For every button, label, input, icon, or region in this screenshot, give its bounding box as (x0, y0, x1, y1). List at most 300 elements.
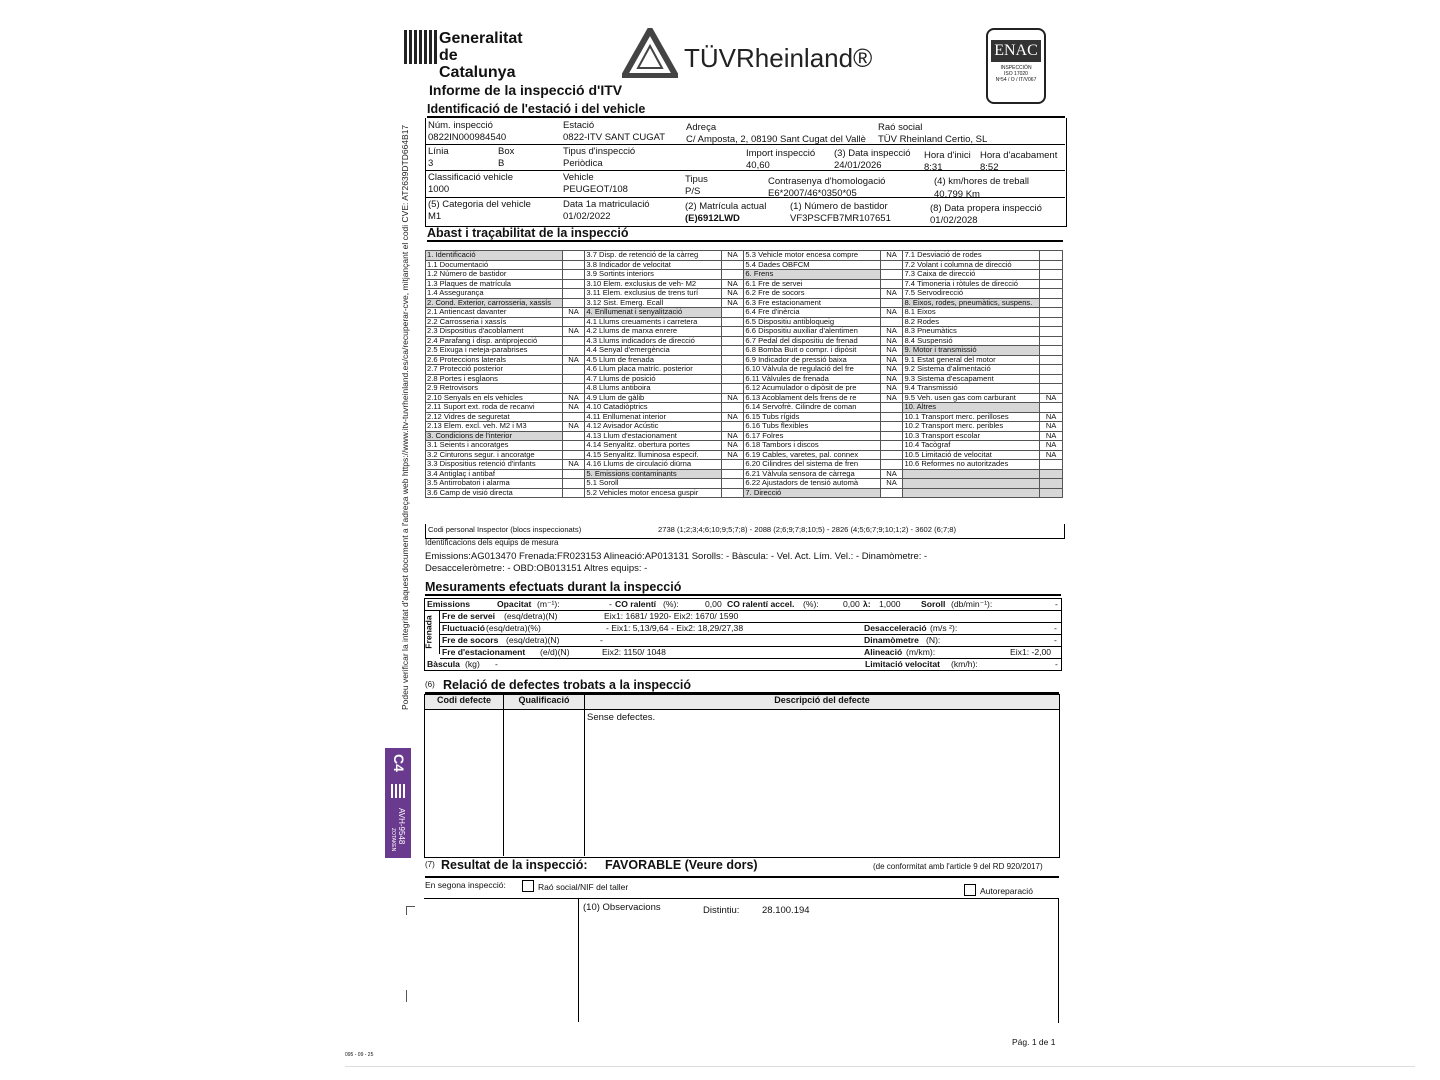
abast-item: 6.12 Acumulador o dipòsit de pre (744, 384, 880, 394)
abast-item: 4.16 Llums de circulació diürna (585, 460, 721, 470)
soroll-label: Soroll (921, 599, 946, 609)
adreca-value: C/ Amposta, 2, 08190 Sant Cugat del Vallè (686, 134, 866, 145)
abast-row (426, 479, 1063, 489)
abast-item: 6.4 Fre d'inèrcia (744, 308, 880, 318)
abast-na (1040, 355, 1063, 365)
abast-row (426, 298, 1063, 308)
abast-na: NA (1040, 431, 1063, 441)
abast-item: 6.7 Pedal del dispositiu de frenad (744, 336, 880, 346)
fre-socors-row (440, 635, 1061, 647)
abast-item: 1. Identificació (426, 251, 563, 261)
sticker-small: ZOTAKEN (390, 828, 396, 852)
abast-na (1040, 469, 1063, 479)
abast-section-title: Abast i traçabilitat de la inspecció (427, 226, 1063, 242)
abast-na: NA (562, 355, 585, 365)
sticker-label: C4 (391, 754, 407, 772)
opacitat-unit: (m⁻¹): (537, 599, 560, 609)
limitacio-value: - (1055, 659, 1058, 669)
page-number: Pág. 1 de 1 (1012, 1037, 1056, 1047)
abast-na (562, 384, 585, 394)
propera-value: 01/02/2028 (930, 215, 978, 226)
observacions-box (424, 898, 1059, 1023)
abast-na (721, 346, 744, 356)
abast-na (1040, 298, 1063, 308)
abast-na (880, 460, 903, 470)
abast-na (880, 488, 903, 498)
abast-na: NA (880, 336, 903, 346)
result-num: (7) (425, 860, 435, 869)
abast-item: 3.4 Antiglaç i antibaf (426, 469, 563, 479)
bascula-label: Bàscula (427, 659, 460, 669)
abast-na (880, 431, 903, 441)
abast-item: 10.6 Reformes no autoritzades (903, 460, 1040, 470)
abast-item: 3.10 Elem. exclusius de veh- M2 (585, 279, 721, 289)
dinamometre-label: Dinamòmetre (864, 635, 919, 645)
co-ralenti-label: CO ralentí (615, 599, 657, 609)
segona-label: En segona inspecció: (425, 880, 506, 890)
abast-na (1040, 270, 1063, 280)
abast-na (721, 270, 744, 280)
abast-na: NA (721, 279, 744, 289)
hora-inici-value: 8:31 (924, 162, 943, 173)
mesures-section-title: Mesuraments efectuats durant la inspecció (425, 580, 1061, 596)
lambda-value: 1,000 (879, 599, 901, 609)
codi-value: 2738 (1;2;3;4;6;10;9;5;7;8) - 2088 (2;6;9;7;8;10;5) - 2826 (4;5;6;7;9;10;1;2) - 3602 (6;7;8) (658, 525, 957, 534)
abast-na (562, 260, 585, 270)
fluctuacio-row (440, 623, 1061, 635)
mesures-table (424, 598, 1062, 671)
abast-na: NA (880, 327, 903, 337)
abast-row (426, 279, 1063, 289)
defect-description: Sense defectes. (587, 712, 656, 723)
km-label: (4) km/hores de treball (934, 176, 1030, 187)
abast-item: 8.3 Pneumàtics (903, 327, 1040, 337)
abast-item: 6.11 Vàlvules de frenada (744, 374, 880, 384)
abast-item: 2.11 Suport ext. roda de recanvi (426, 403, 563, 413)
rao-label: Raó social (878, 122, 923, 133)
report-title: Informe de la inspecció d'ITV (429, 82, 623, 98)
abast-na (562, 412, 585, 422)
generalitat-emblem-icon (404, 30, 437, 64)
abast-na: NA (562, 422, 585, 432)
abast-item: 4.3 Llums indicadors de direcció (585, 336, 721, 346)
equips-label: Identificacions dels equips de mesura (425, 538, 559, 547)
abast-na (1040, 327, 1063, 337)
dinamometre-unit: (N): (926, 635, 941, 645)
abast-na: NA (1040, 393, 1063, 403)
abast-na: NA (721, 431, 744, 441)
abast-item: 3.6 Camp de visió directa (426, 488, 563, 498)
generalitat-line1: Generalitat (439, 30, 523, 47)
abast-item: 3.11 Elem. exclusius de trens turí (585, 289, 721, 299)
abast-item: 2. Cond. Exterior, carrosseria, xassís (426, 298, 563, 308)
abast-na (721, 308, 744, 318)
abast-item: 8.2 Rodes (903, 317, 1040, 327)
abast-item: 3.5 Antirrobatori i alarma (426, 479, 563, 489)
abast-na (1040, 384, 1063, 394)
alineacio-value: Eix1: -2,00 (1010, 647, 1052, 657)
abast-na: NA (880, 393, 903, 403)
bascula-value: - (495, 659, 498, 669)
abast-item: 6.5 Dispositiu antibloqueig (744, 317, 880, 327)
abast-na (880, 298, 903, 308)
abast-item: 2.1 Antiencast davanter (426, 308, 563, 318)
abast-item: 1.1 Documentació (426, 260, 563, 270)
abast-na (562, 298, 585, 308)
abast-item: 4.10 Catadiòptrics (585, 403, 721, 413)
abast-na: NA (1040, 441, 1063, 451)
abast-item: 8. Eixos, rodes, pneumàtics, suspens. (903, 298, 1040, 308)
abast-na (562, 431, 585, 441)
abast-item: 10.5 Limitació de velocitat (903, 450, 1040, 460)
abast-na (721, 403, 744, 413)
contrasenya-label: Contrasenya d'homologació (768, 176, 886, 187)
abast-na (721, 469, 744, 479)
box-label: Box (498, 146, 515, 157)
fre-estac-label: Fre d'estacionament (442, 647, 526, 657)
abast-na: NA (880, 469, 903, 479)
enac-small-3: Nº54 / O / IT/V067 (995, 77, 1037, 83)
abast-row (426, 336, 1063, 346)
abast-na (880, 270, 903, 280)
abast-item: 4. Enllumenat i senyalització (585, 308, 721, 318)
co-accel-unit: (%): (803, 599, 819, 609)
num-insp-value: 0822IN000984540 (428, 132, 507, 143)
cat-value: M1 (428, 211, 442, 222)
abast-item: 4.14 Senyalitz. obertura portes (585, 441, 721, 451)
abast-na (1040, 279, 1063, 289)
abast-item (903, 469, 1040, 479)
abast-item: 8.1 Eixos (903, 308, 1040, 318)
data-insp-label: (3) Data inspecció (834, 148, 911, 159)
num-insp-label: Núm. inspecció (428, 120, 493, 131)
abast-item: 6.21 Vàlvula sensora de càrrega (744, 469, 880, 479)
soroll-unit: (db/min⁻¹): (951, 599, 993, 609)
abast-item: 5.4 Dades OBFCM (744, 260, 880, 270)
abast-na (721, 260, 744, 270)
abast-na: NA (880, 355, 903, 365)
matricula-value: (E)6912LWD (685, 213, 740, 224)
abast-na (562, 488, 585, 498)
abast-row (426, 488, 1063, 498)
abast-na: NA (721, 412, 744, 422)
abast-na: NA (1040, 450, 1063, 460)
abast-na (721, 317, 744, 327)
abast-row (426, 365, 1063, 375)
fre-servei-value: Eix1: 1681/ 1920- Eix2: 1670/ 1590 (604, 611, 739, 621)
footer-code: 095 - 09 - 25 (345, 1052, 374, 1058)
estacio-value: 0822-ITV SANT CUGAT (563, 132, 666, 143)
abast-item: 2.8 Portes i esglaons (426, 374, 563, 384)
abast-row (426, 317, 1063, 327)
dinamometre-value: - (1054, 635, 1057, 645)
abast-item: 6.19 Cables, varetes, pal. connex (744, 450, 880, 460)
abast-na: NA (562, 460, 585, 470)
abast-item: 6.15 Tubs rígids (744, 412, 880, 422)
alineacio-unit: (m/km): (906, 647, 936, 657)
abast-item: 4.15 Senyalitz. lluminosa especif. (585, 450, 721, 460)
km-value: 40.799 Km (934, 189, 980, 200)
limitacio-unit: (km/h): (951, 659, 978, 669)
abast-item: 9.2 Sistema d'alimentació (903, 365, 1040, 375)
abast-row (426, 374, 1063, 384)
abast-na (1040, 308, 1063, 318)
abast-item: 6.17 Folres (744, 431, 880, 441)
abast-item: 9.4 Transmissió (903, 384, 1040, 394)
abast-row (426, 270, 1063, 280)
qr-code-icon (391, 784, 405, 798)
abast-na: NA (721, 298, 744, 308)
generalitat-line2: de Catalunya (439, 47, 516, 81)
abast-item: 6.6 Dispositiu auxiliar d'alentimen (744, 327, 880, 337)
abast-na (721, 336, 744, 346)
linia-label: Línia (428, 146, 449, 157)
generalitat-logo (404, 30, 523, 81)
matricula-label: (2) Matrícula actual (685, 201, 767, 212)
abast-na: NA (721, 251, 744, 261)
abast-na: NA (880, 346, 903, 356)
fre-servei-unit: (esq/detra)(N) (504, 611, 558, 621)
abast-item: 3.1 Seients i ancoratges (426, 441, 563, 451)
abast-item: 2.4 Parafang i disp. antiprojecció (426, 336, 563, 346)
abast-row (426, 469, 1063, 479)
enac-label: ENAC (991, 40, 1041, 62)
fluctuacio-unit: (esq/detra)(%) (486, 623, 541, 633)
abast-item: 4.2 Llums de marxa enrere (585, 327, 721, 337)
abast-na (721, 479, 744, 489)
opacitat-label: Opacitat (497, 599, 532, 609)
abast-na (721, 355, 744, 365)
tipus-insp-value: Periòdica (563, 158, 603, 169)
adreca-label: Adreça (686, 122, 717, 133)
abast-na (1040, 374, 1063, 384)
abast-item: 6.20 Cilindres del sistema de fren (744, 460, 880, 470)
abast-na: NA (562, 403, 585, 413)
fre-socors-unit: (esq/detra)(N) (506, 635, 560, 645)
abast-item: 5.1 Soroll (585, 479, 721, 489)
linia-value: 3 (428, 158, 434, 169)
classif-label: Classificació vehicle (428, 172, 514, 183)
abast-item: 7.5 Servodirecció (903, 289, 1040, 299)
emissions-label: Emissions (427, 599, 470, 609)
abast-item: 7.1 Desviació de rodes (903, 251, 1040, 261)
abast-item: 3.2 Cinturons segur. i ancoratge (426, 450, 563, 460)
abast-row (426, 393, 1063, 403)
abast-row (426, 260, 1063, 270)
abast-item: 6.16 Tubs flexibles (744, 422, 880, 432)
abast-na (1040, 479, 1063, 489)
import-label: Import inspecció (746, 148, 816, 159)
abast-row (426, 450, 1063, 460)
abast-item: 2.2 Carrosseria i xassís (426, 317, 563, 327)
abast-row (426, 412, 1063, 422)
abast-na: NA (880, 251, 903, 261)
abast-na (562, 441, 585, 451)
hora-acab-label: Hora d'acabament (980, 150, 1058, 161)
fre-socors-value: - (600, 635, 603, 645)
abast-item: 2.3 Dispositius d'acoblament (426, 327, 563, 337)
frenada-label: Frenada (423, 615, 434, 649)
vehicle-value: PEUGEOT/108 (563, 184, 628, 195)
lambda-label: λ: (863, 599, 871, 609)
abast-item: 10.1 Transport merc. perilloses (903, 412, 1040, 422)
abast-na: NA (721, 450, 744, 460)
abast-row (426, 422, 1063, 432)
abast-row (426, 327, 1063, 337)
conformitat-text: (de conformitat amb l'article 9 del RD 920/2017) (873, 862, 1043, 871)
tipus-label: Tipus (685, 174, 708, 185)
abast-item: 6.18 Tambors i discos (744, 441, 880, 451)
abast-item (903, 488, 1040, 498)
abast-item: 1.2 Número de bastidor (426, 270, 563, 280)
abast-na (1040, 403, 1063, 413)
fre-socors-label: Fre de socors (442, 635, 499, 645)
abast-item: 8.4 Suspensió (903, 336, 1040, 346)
abast-item: 3. Condicions de l'interior (426, 431, 563, 441)
bastidor-label: (1) Número de bastidor (790, 201, 888, 212)
co-unit: (%): (663, 599, 679, 609)
data1-label: Data 1a matriculació (563, 199, 650, 210)
abast-item: 7.2 Volant i columna de direcció (903, 260, 1040, 270)
result-value: FAVORABLE (Veure dors) (605, 858, 758, 872)
abast-item: 2.13 Elem. excl. veh. M2 i M3 (426, 422, 563, 432)
abast-item: 10.3 Transport escolar (903, 431, 1040, 441)
abast-item: 6. Frens (744, 270, 880, 280)
abast-item: 5.2 Vehicles motor encesa guspir (585, 488, 721, 498)
abast-row (426, 308, 1063, 318)
abast-na (880, 279, 903, 289)
abast-na (1040, 260, 1063, 270)
tipus-value: P/S (685, 186, 701, 197)
defects-section-title: Relació de defectes trobats a la inspecció (443, 678, 692, 692)
result-label: Resultat de la inspecció: (441, 858, 588, 872)
abast-na (880, 403, 903, 413)
abast-na (562, 336, 585, 346)
abast-na (562, 346, 585, 356)
abast-na: NA (562, 393, 585, 403)
abast-item: 6.8 Bomba Buit o compr. i dipòsit (744, 346, 880, 356)
abast-item: 4.7 Llums de posició (585, 374, 721, 384)
rao-value: TÜV Rheinland Certio, SL (878, 134, 988, 145)
abast-na (562, 270, 585, 280)
data-insp-value: 24/01/2026 (834, 160, 882, 171)
abast-row (426, 346, 1063, 356)
abast-row (426, 251, 1063, 261)
abast-item: 4.4 Senyal d'emergència (585, 346, 721, 356)
soroll-value: - (1055, 599, 1058, 609)
abast-item: 4.8 Llums antiboira (585, 384, 721, 394)
abast-item: 6.1 Fre de servei (744, 279, 880, 289)
abast-item: 3.3 Dispositius retenció d'infants (426, 460, 563, 470)
classif-value: 1000 (428, 184, 450, 195)
abast-item: 2.5 Eixuga i neteja-parabrises (426, 346, 563, 356)
abast-item (903, 479, 1040, 489)
fluctuacio-label: Fluctuació (442, 623, 485, 633)
abast-na (562, 317, 585, 327)
abast-item: 4.9 Llum de gàlib (585, 393, 721, 403)
abast-na: NA (721, 441, 744, 451)
abast-na: NA (562, 308, 585, 318)
co-value: 0,00 (705, 599, 722, 609)
autoreparacio-label: Autoreparació (980, 886, 1033, 896)
hora-inici-label: Hora d'inici (924, 150, 971, 161)
fre-estac-row (440, 647, 1061, 659)
abast-item: 10. Altres (903, 403, 1040, 413)
co-accel-label: CO ralentí accel. (727, 599, 795, 609)
col-codi-defecte: Codi defecte (425, 695, 504, 710)
abast-na (562, 374, 585, 384)
bastidor-value: VF3PSCFB7MR107651 (790, 213, 891, 224)
abast-item: 7. Direcció (744, 488, 880, 498)
abast-item: 3.8 Indicador de velocitat (585, 260, 721, 270)
abast-na: NA (880, 308, 903, 318)
abast-item: 3.9 Sortints interiors (585, 270, 721, 280)
abast-item: 2.9 Retrovisors (426, 384, 563, 394)
desacc-label: Desacceleració (864, 623, 927, 633)
fre-estac-value: Eix2: 1150/ 1048 (602, 647, 666, 657)
abast-na (562, 450, 585, 460)
abast-item: 9. Motor i transmissió (903, 346, 1040, 356)
hora-acab-value: 8:52 (980, 162, 999, 173)
abast-item: 4.13 Llum d'estacionament (585, 431, 721, 441)
abast-item: 5. Emissions contaminants (585, 469, 721, 479)
abast-row (426, 355, 1063, 365)
abast-row (426, 460, 1063, 470)
fre-servei-label: Fre de servei (442, 611, 496, 621)
cat-label: (5) Categoria del vehicle (428, 199, 531, 210)
abast-na (721, 488, 744, 498)
abast-na (562, 365, 585, 375)
abast-na (1040, 251, 1063, 261)
tuv-triangle-icon (622, 28, 678, 78)
abast-na (562, 289, 585, 299)
abast-item: 6.9 Indicador de pressió baixa (744, 355, 880, 365)
limitacio-label: Limitació velocitat (865, 659, 940, 669)
autoreparacio-checkbox[interactable] (964, 884, 976, 896)
desacc-unit: (m/s ²): (930, 623, 958, 633)
codi-label: Codi personal Inspector (blocs inspeccionats) (428, 525, 582, 534)
abast-item: 6.13 Acoblament dels frens de re (744, 393, 880, 403)
abast-item: 6.22 Ajustadors de tensió automà (744, 479, 880, 489)
abast-na (1040, 336, 1063, 346)
abast-item: 2.6 Proteccions laterals (426, 355, 563, 365)
abast-item: 10.2 Transport merc. peribles (903, 422, 1040, 432)
abast-na (1040, 460, 1063, 470)
abast-item: 1.4 Assegurança (426, 289, 563, 299)
abast-na: NA (880, 479, 903, 489)
abast-item: 9.3 Sistema d'escapament (903, 374, 1040, 384)
taller-checkbox[interactable] (522, 880, 534, 892)
abast-na: NA (880, 384, 903, 394)
abast-item: 5.3 Vehicle motor encesa compre (744, 251, 880, 261)
vehicle-label: Vehicle (563, 172, 594, 183)
estacio-label: Estació (563, 120, 595, 131)
opacitat-value: - (609, 599, 612, 609)
data1-value: 01/02/2022 (563, 211, 611, 222)
abast-item: 7.4 Timoneria i ròtules de direcció (903, 279, 1040, 289)
abast-row (426, 441, 1063, 451)
abast-table (425, 250, 1063, 498)
abast-item: 2.7 Protecció posterior (426, 365, 563, 375)
contrasenya-value: E6*2007/46*0350*05 (768, 188, 857, 199)
abast-item: 3.12 Sist. Emerg. Ecall (585, 298, 721, 308)
defects-table (424, 694, 1060, 858)
abast-na: NA (880, 365, 903, 375)
abast-na: NA (1040, 412, 1063, 422)
tipus-insp-label: Tipus d'inspecció (563, 146, 636, 157)
abast-na (880, 317, 903, 327)
enac-small-2: ISO 17020 (1004, 71, 1028, 77)
